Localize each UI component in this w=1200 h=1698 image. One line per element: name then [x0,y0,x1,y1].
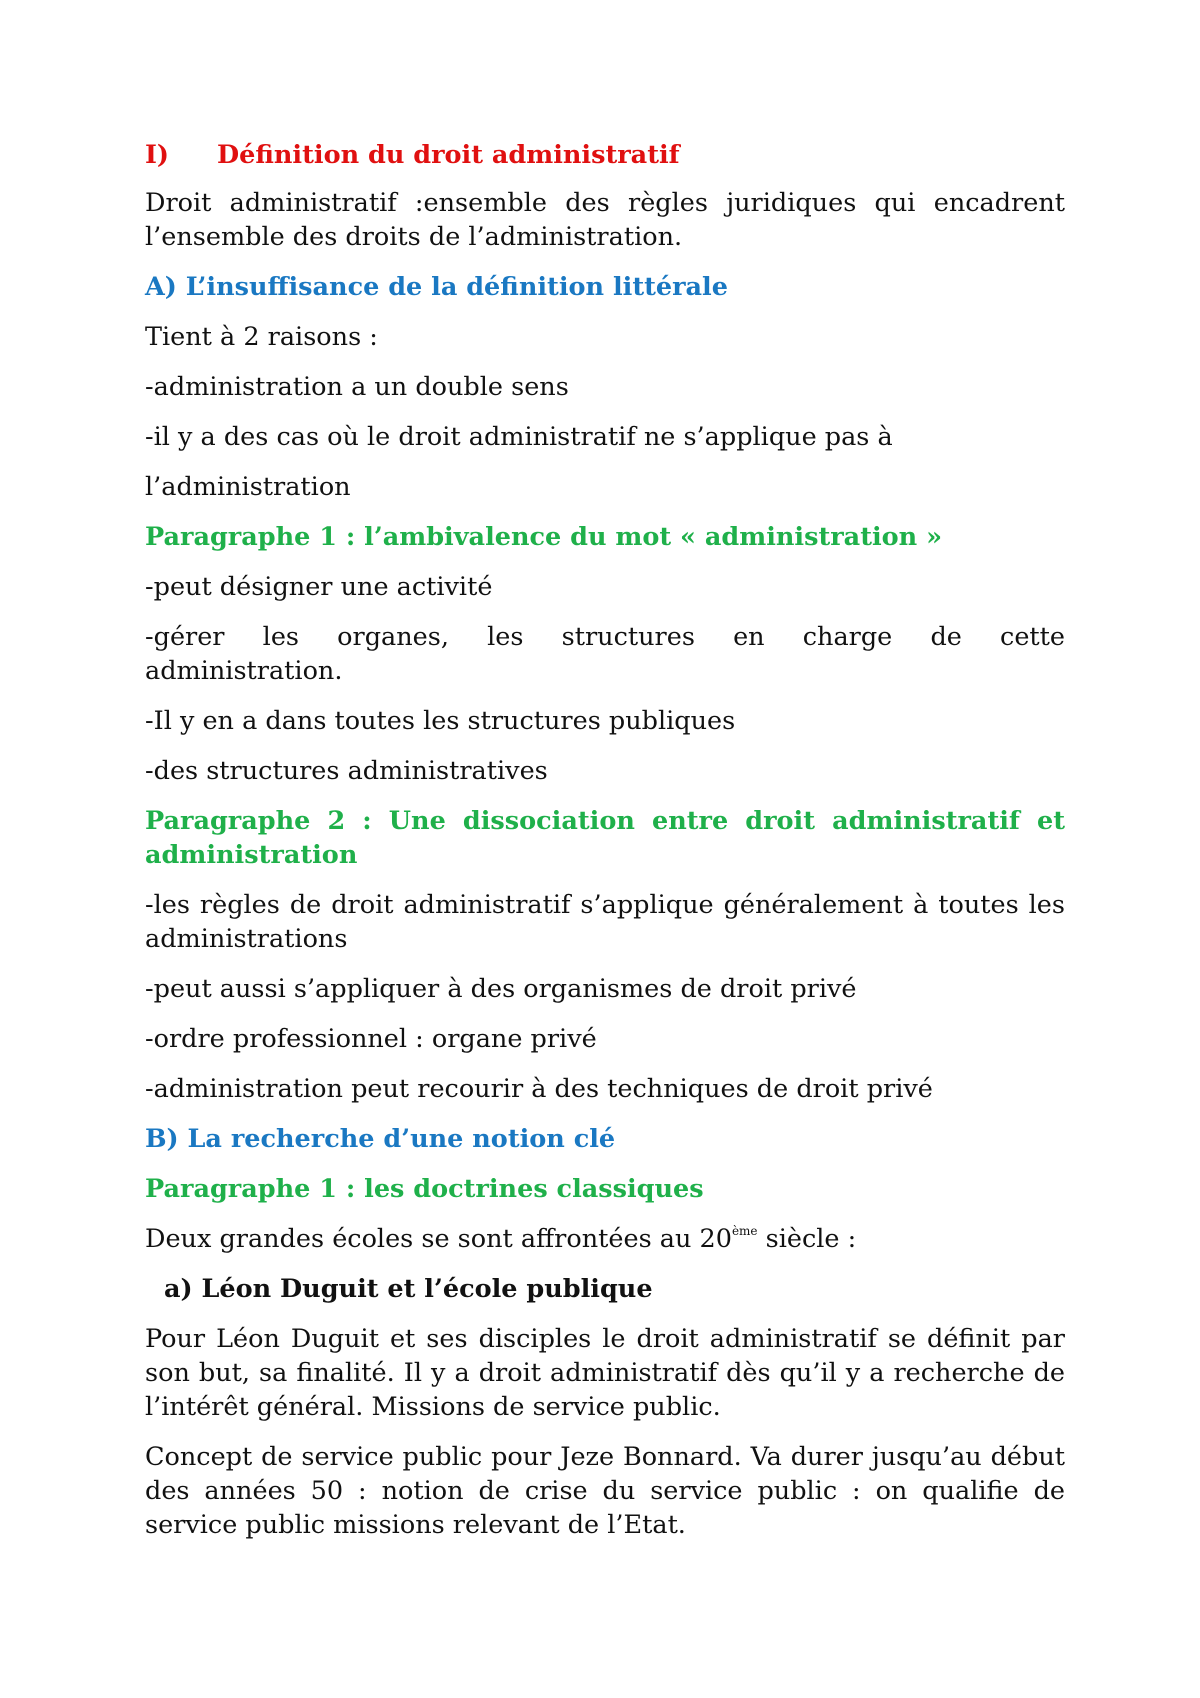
paragraph-b1-heading: Paragraphe 1 : les doctrines classiques [145,1174,704,1204]
schools-intro [145,1222,1065,1256]
section-heading-number: I) [145,140,169,170]
list-item: -les règles de droit administratif s’applique généralement à toutes les administrations [145,890,1065,954]
definition-paragraph: Droit administratif :ensemble des règles juridiques qui encadrent l’ensemble des droits de l’administration. [145,188,1065,252]
duguit-paragraph: Pour Léon Duguit et ses disciples le droit administratif se définit par son but, sa finalité. Il y a droit administratif dès qu’il y a recherche de l’intérêt général. Missions de service public. [145,1324,1065,1422]
list-item: -peut désigner une activité [145,572,493,602]
list-item: -des structures administratives [145,756,548,786]
reasons-intro: Tient à 2 raisons : [145,322,378,352]
list-item: -peut aussi s’appliquer à des organismes de droit privé [145,974,857,1004]
reason-item-continuation: l’administration [145,472,351,502]
reason-item: -administration a un double sens [145,372,569,402]
subsection-heading-b: B) La recherche d’une notion clé [145,1124,616,1154]
list-item: -Il y en a dans toutes les structures publiques [145,706,736,736]
paragraph-1-heading: Paragraphe 1 : l’ambivalence du mot « administration » [145,522,943,552]
list-item: -ordre professionnel : organe privé [145,1024,597,1054]
schools-text-after: siècle : [757,1224,857,1254]
schools-text-before: Deux grandes écoles se sont affrontées au 20 [145,1224,732,1254]
section-heading-title: Définition du droit administratif [217,140,680,170]
section-heading-1 [145,138,1065,172]
list-item: -administration peut recourir à des techniques de droit privé [145,1074,933,1104]
paragraph-2-heading: Paragraphe 2 : Une dissociation entre droit administratif et administration [145,806,1065,870]
schools-superscript: ème [731,1223,758,1238]
jeze-paragraph: Concept de service public pour Jeze Bonnard. Va durer jusqu’au début des années 50 : notion de crise du service public : on qualifie de service public missions relevant de l’Etat. [145,1442,1065,1540]
list-item: -gérer les organes, les structures en charge de cette administration. [145,622,1065,686]
document-body [145,138,1065,1558]
subheading-a: a) Léon Duguit et l’école publique [164,1274,653,1304]
reason-item: -il y a des cas où le droit administratif ne s’applique pas à [145,422,893,452]
subsection-heading-a: A) L’insuffisance de la définition littérale [145,272,728,302]
